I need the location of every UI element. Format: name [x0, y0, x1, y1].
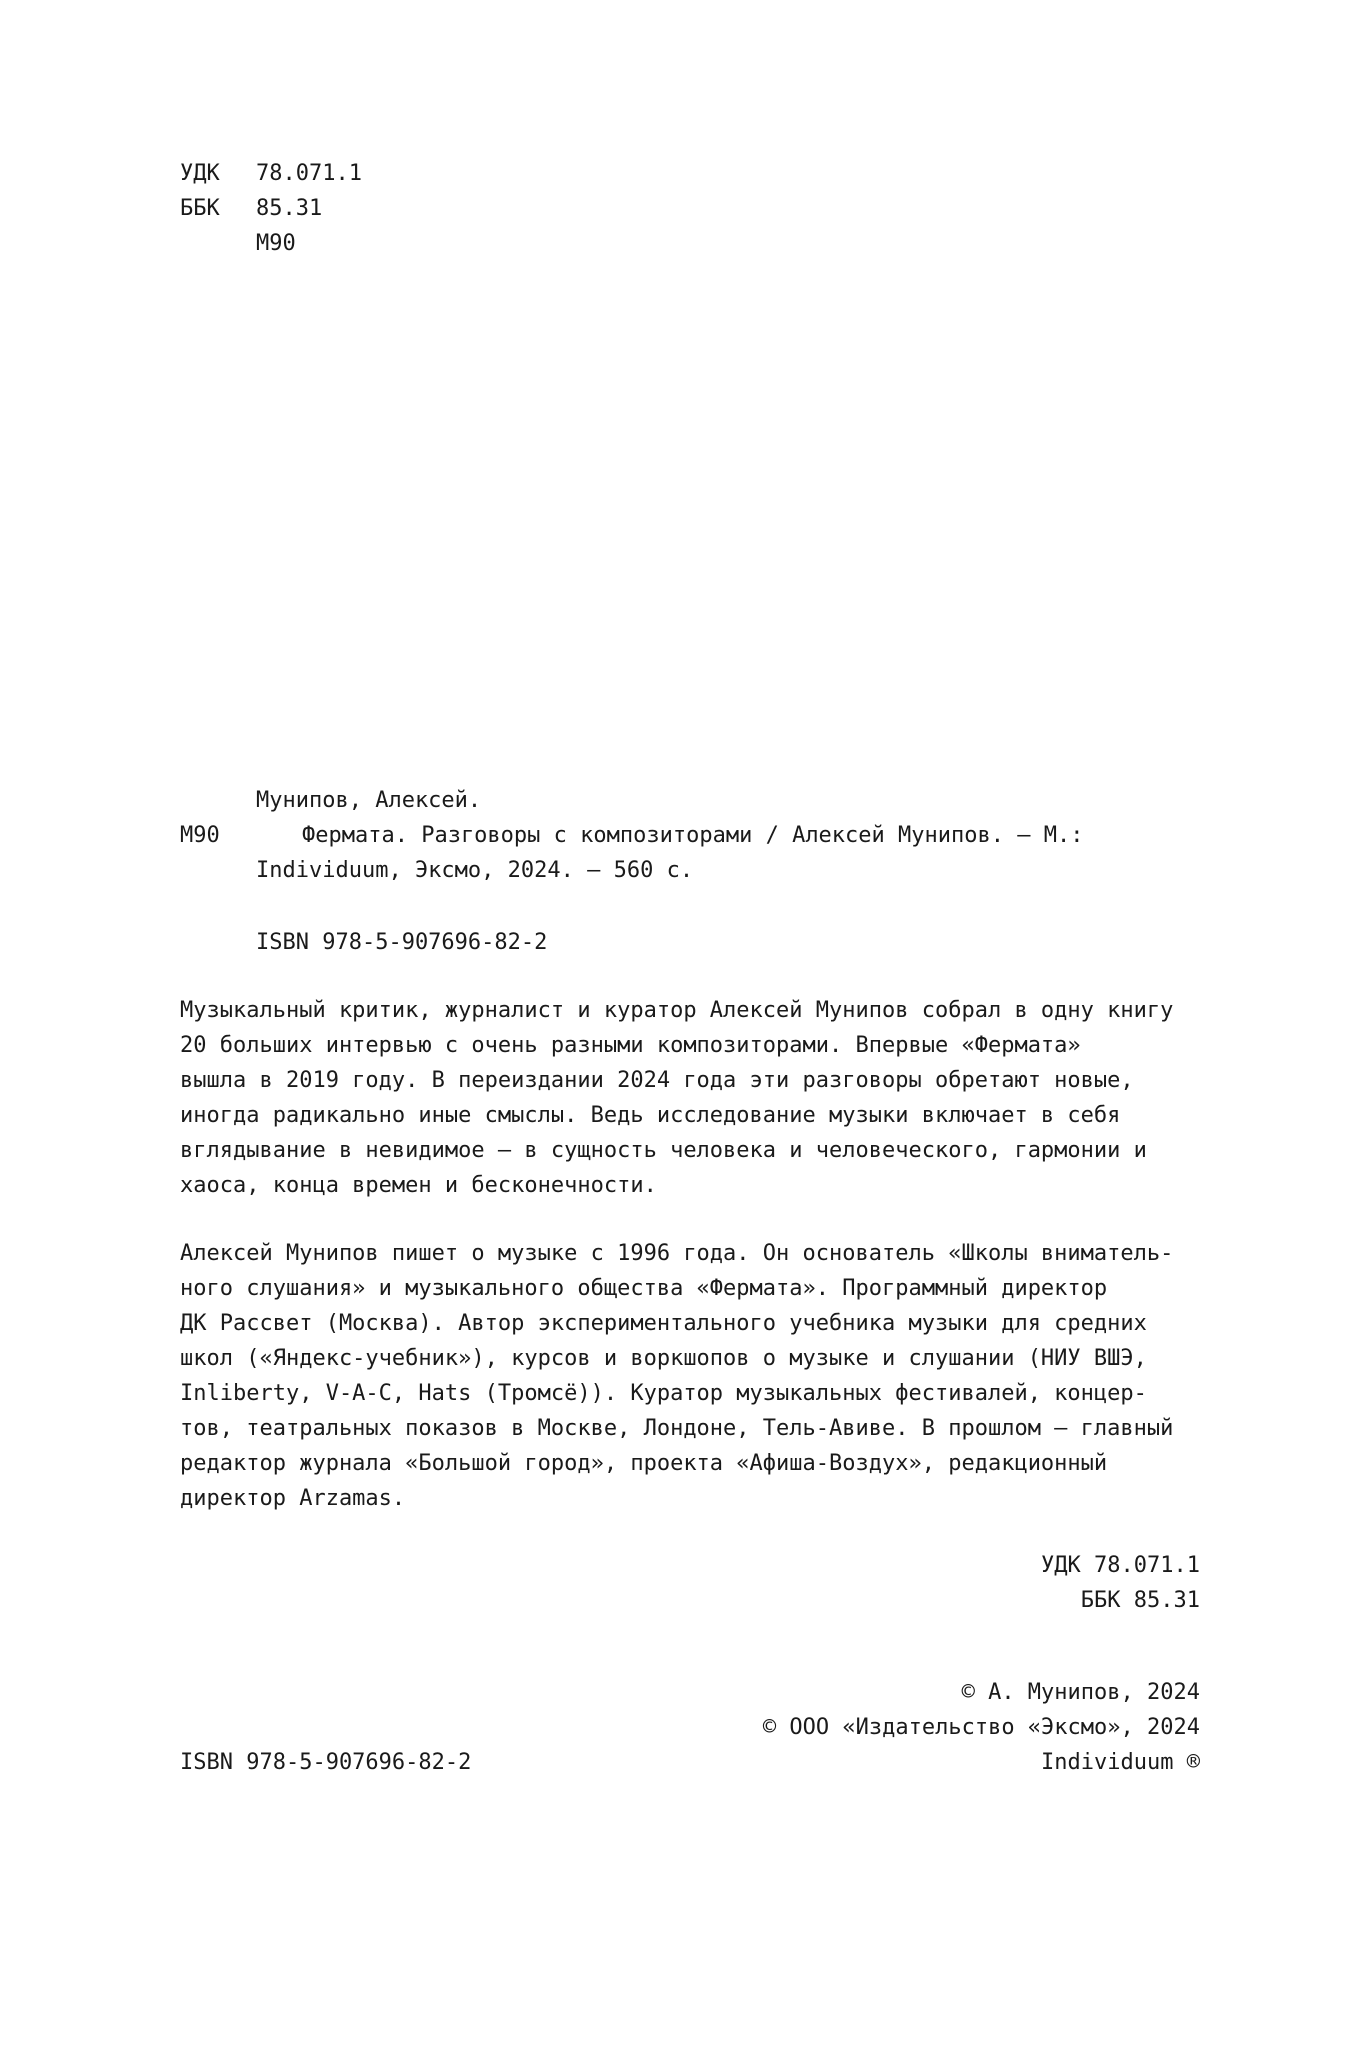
udk-label: УДК — [180, 161, 220, 186]
bio-line: редактор журнала «Большой город», проекта «Афиша-Воздух», редакционный — [180, 1451, 1108, 1476]
abstract-line: вышла в 2019 году. В переиздании 2024 года эти разговоры обретают новые, — [180, 1068, 1134, 1093]
udk-value: 78.071.1 — [256, 161, 362, 186]
bio-line: ДК Рассвет (Москва). Автор экспериментального учебника музыки для средних — [180, 1311, 1147, 1336]
abstract-line: Музыкальный критик, журналист и куратор Алексей Мунипов собрал в одну книгу — [180, 998, 1174, 1023]
udk-row — [180, 156, 362, 191]
copyright-author: © А. Мунипов, 2024 — [961, 1680, 1200, 1705]
bio-line: Алексей Мунипов пишет о музыке с 1996 года. Он основатель «Школы вниматель- — [180, 1241, 1174, 1266]
bio-line: тов, театральных показов в Москве, Лондоне, Тель-Авиве. В прошлом – главный — [180, 1416, 1174, 1441]
bbk-value: 85.31 — [256, 196, 323, 221]
abstract-line: иногда радикально иные смыслы. Ведь исследование музыки включает в себя — [180, 1103, 1121, 1128]
bbk-row — [180, 191, 322, 226]
author-mark-top: М90 — [256, 231, 296, 256]
bio-line: ного слушания» и музыкального общества «Фермата». Программный директор — [180, 1276, 1108, 1301]
footer-udk: УДК 78.071.1 — [1041, 1553, 1200, 1578]
citation-isbn: ISBN 978-5-907696-82-2 — [256, 930, 548, 955]
bio-line: директор Arzamas. — [180, 1486, 406, 1511]
copyright-publisher: © ООО «Издательство «Эксмо», 2024 — [762, 1715, 1200, 1740]
footer-bbk: ББК 85.31 — [1080, 1588, 1200, 1613]
citation-title: Фермата. Разговоры с композиторами / Алексей Мунипов. – М.: — [302, 823, 1084, 848]
citation-author-mark: М90 — [180, 823, 220, 848]
abstract-line: 20 больших интервью с очень разными композиторами. Впервые «Фермата» — [180, 1033, 1081, 1058]
bio-line: Inliberty, V-A-C, Hats (Тромсё)). Куратор музыкальных фестивалей, концер- — [180, 1381, 1147, 1406]
bio-line: школ («Яндекс-учебник»), курсов и воркшопов о музыке и слушании (НИУ ВШЭ, — [180, 1346, 1147, 1371]
bbk-label: ББК — [180, 196, 220, 221]
imprint-mark: Individuum ® — [1041, 1750, 1200, 1775]
citation-publisher: Individuum, Эксмо, 2024. – 560 с. — [256, 858, 694, 883]
abstract-line: вглядывание в невидимое – в сущность человека и человеческого, гармонии и — [180, 1138, 1147, 1163]
abstract-line: хаоса, конца времен и бесконечности. — [180, 1173, 657, 1198]
author-bio-paragraph — [180, 1236, 1200, 1516]
citation-author: Мунипов, Алексей. — [256, 788, 482, 813]
abstract-paragraph — [180, 993, 1200, 1203]
footer-isbn: ISBN 978-5-907696-82-2 — [180, 1750, 472, 1775]
